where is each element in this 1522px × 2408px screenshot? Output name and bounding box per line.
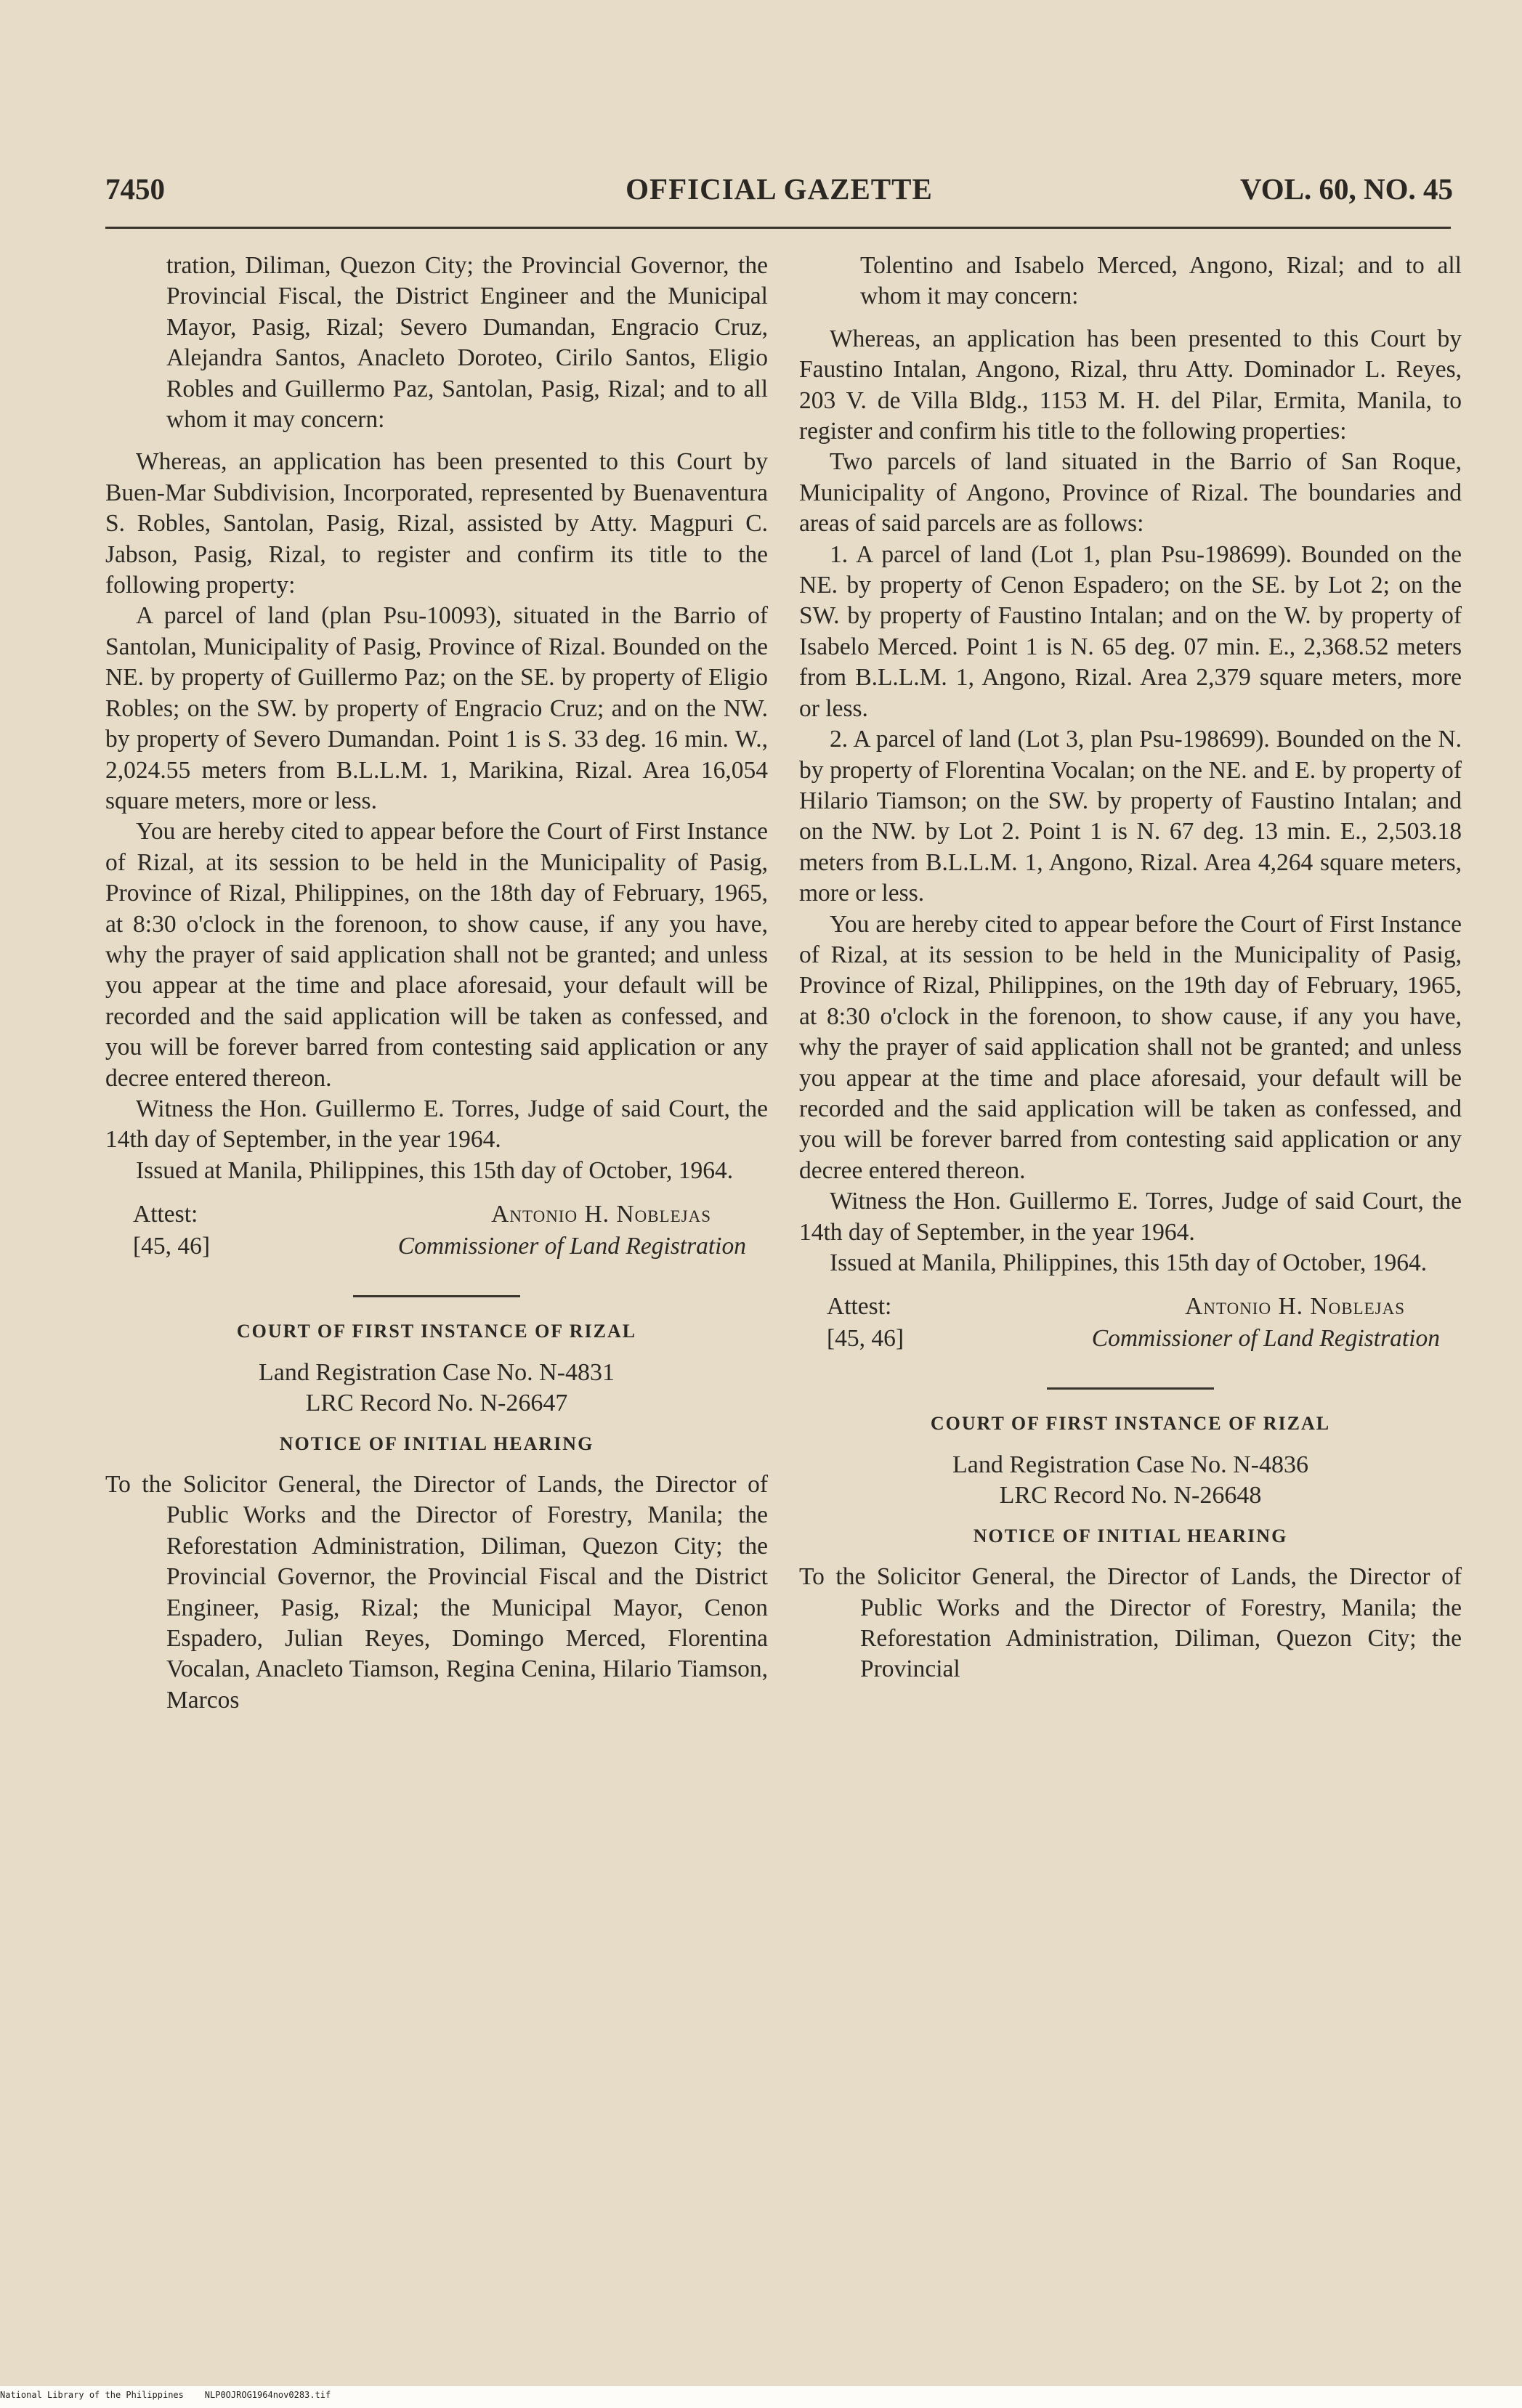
addressees-continued: tration, Diliman, Quezon City; the Provincial Governor, the Provincial Fiscal, the District Engineer and the Municipal Mayor, Pasig, Rizal; Severo Dumandan, Engracio Cruz, Alejandra Santos, Anacleto Doroteo, Cirilo Santos, Eligio Robles and Guillermo Paz, Santolan, Pasig, Rizal; and to all whom it may concern: <box>166 252 768 434</box>
attestation <box>799 1292 1462 1358</box>
parcel-2-description: 2. A parcel of land (Lot 3, plan Psu-198699). Bounded on the N. by property of Florentina Vocalan; on the NE. and E. by property of Hilario Tiamson; on the SW. by property of Faustino Intalan; and on the NW. by Lot 2. Point 1 is N. 67 deg. 13 min. E., 2,503.18 meters from B.L.L.M. 1, Angono, Rizal. Area 4,264 square meters, more or less. <box>799 726 1462 907</box>
header-rule <box>105 227 1451 229</box>
attestation <box>105 1199 768 1266</box>
whereas-paragraph: Whereas, an application has been presented to this Court by Faustino Intalan, Angono, Rizal, thru Atty. Dominador L. Reyes, 203 V. de Villa Bldg., 1153 M. H. del Pilar, Ermita, Manila, to register and confirm his title to the following properties: <box>799 325 1462 445</box>
volume-number: VOL. 60, NO. 45 <box>1239 172 1453 206</box>
court-heading: COURT OF FIRST INSTANCE OF RIZAL <box>930 1413 1331 1435</box>
section-divider <box>353 1295 520 1297</box>
case-number: Land Registration Case No. N-4836 <box>952 1451 1309 1478</box>
issue-code: [45, 46] <box>827 1325 904 1353</box>
addressees: To the Solicitor General, the Director of Lands, the Director of Public Works and the Director of Forestry, Manila; the Reforestation Administration, Diliman, Quezon City; the Provincial <box>799 1563 1462 1683</box>
notice-heading: NOTICE OF INITIAL HEARING <box>279 1432 594 1454</box>
page-header <box>105 171 1453 215</box>
witness-paragraph: Witness the Hon. Guillermo E. Torres, Judge of said Court, the 14th day of September, in the year 1964. <box>105 1095 768 1154</box>
court-heading: COURT OF FIRST INSTANCE OF RIZAL <box>236 1321 637 1342</box>
record-number: LRC Record No. N-26647 <box>305 1389 568 1416</box>
notice-heading: NOTICE OF INITIAL HEARING <box>973 1525 1288 1546</box>
scan-filename: NLP0OJROG1964nov0283.tif <box>204 2390 331 2400</box>
library-credit: National Library of the Philippines <box>0 2390 184 2400</box>
commissioner-title: Commissioner of Land Registration <box>397 1233 746 1260</box>
parcel-1-description: 1. A parcel of land (Lot 1, plan Psu-198699). Bounded on the NE. by property of Cenon Espadero; on the SE. by Lot 2; on the SW. by property of Faustino Intalan; and on the W. by property of Isabelo Merced. Point 1 is N. 65 deg. 07 min. E., 2,368.52 meters from B.L.L.M. 1, Angono, Rizal. Area 2,379 square meters, more or less. <box>799 540 1462 722</box>
citation-paragraph: You are hereby cited to appear before the Court of First Instance of Rizal, at its session to be held in the Municipality of Pasig, Province of Rizal, Philippines, on the 19th day of February, 1965, at 8:30 o'clock in the forenoon, to show cause, if any you have, why the prayer of said application shall not be granted; and unless you appear at the time and place aforesaid, your default will be recorded and the said application will be taken as confessed, and you will be forever barred from contesting said application or any decree entered thereon. <box>799 910 1462 1184</box>
right-column <box>799 251 1462 1685</box>
page-number: 7450 <box>105 172 165 206</box>
case-number: Land Registration Case No. N-4831 <box>258 1358 615 1386</box>
whereas-paragraph: Whereas, an application has been presented to this Court by Buen-Mar Subdivision, Incorporated, represented by Buenaventura S. Robles, Santolan, Pasig, Rizal, assisted by Atty. Magpuri C. Jabson, Pasig, Rizal, to register and confirm its title to the following property: <box>105 448 768 599</box>
attest-label: Attest: <box>827 1293 892 1321</box>
citation-paragraph: You are hereby cited to appear before the Court of First Instance of Rizal, at its session to be held in the Municipality of Pasig, Province of Rizal, Philippines, on the 18th day of February, 1965, at 8:30 o'clock in the forenoon, to show cause, if any you have, why the prayer of said application shall not be granted; and unless you appear at the time and place aforesaid, your default will be recorded and the said application will be taken as confessed, and you will be forever barred from contesting said application or any decree entered thereon. <box>105 818 768 1092</box>
commissioner-name: Antonio H. Noblejas <box>491 1201 711 1228</box>
witness-paragraph: Witness the Hon. Guillermo E. Torres, Judge of said Court, the 14th day of September, in the year 1964. <box>799 1188 1462 1246</box>
addressees: To the Solicitor General, the Director of Lands, the Director of Public Works and the Director of Forestry, Manila; the Reforestation Administration, Diliman, Quezon City; the Provincial Governor, the Provincial Fiscal and the District Engineer, Pasig, Rizal; the Municipal Mayor, Cenon Espadero, Julian Reyes, Domingo Merced, Florentina Vocalan, Anacleto Tiamson, Regina Cenina, Hilario Tiamson, Marcos <box>105 1471 768 1714</box>
issue-code: [45, 46] <box>133 1233 211 1260</box>
gazette-title: OFFICIAL GAZETTE <box>626 172 933 206</box>
commissioner-name: Antonio H. Noblejas <box>1185 1293 1405 1321</box>
section-divider <box>1047 1387 1214 1390</box>
issued-paragraph: Issued at Manila, Philippines, this 15th day of October, 1964. <box>136 1156 734 1184</box>
attest-label: Attest: <box>133 1201 198 1228</box>
addressees-continued: Tolentino and Isabelo Merced, Angono, Rizal; and to all whom it may concern: <box>860 252 1462 310</box>
issued-paragraph: Issued at Manila, Philippines, this 15th day of October, 1964. <box>830 1249 1428 1276</box>
commissioner-title: Commissioner of Land Registration <box>1091 1325 1440 1353</box>
left-column <box>105 251 768 1716</box>
parcels-intro: Two parcels of land situated in the Barrio of San Roque, Municipality of Angono, Province of Rizal. The boundaries and areas of said parcels are as follows: <box>799 448 1462 538</box>
scan-footer <box>0 2390 331 2400</box>
parcel-description: A parcel of land (plan Psu-10093), situated in the Barrio of Santolan, Municipality of Pasig, Province of Rizal. Bounded on the NE. by property of Guillermo Paz; on the SE. by property of Eligio Robles; on the SW. by property of Engracio Cruz; and on the NW. by property of Severo Dumandan. Point 1 is S. 33 deg. 16 min. W., 2,024.55 meters from B.L.L.M. 1, Marikina, Rizal. Area 16,054 square meters, more or less. <box>105 602 768 814</box>
record-number: LRC Record No. N-26648 <box>999 1481 1262 1509</box>
